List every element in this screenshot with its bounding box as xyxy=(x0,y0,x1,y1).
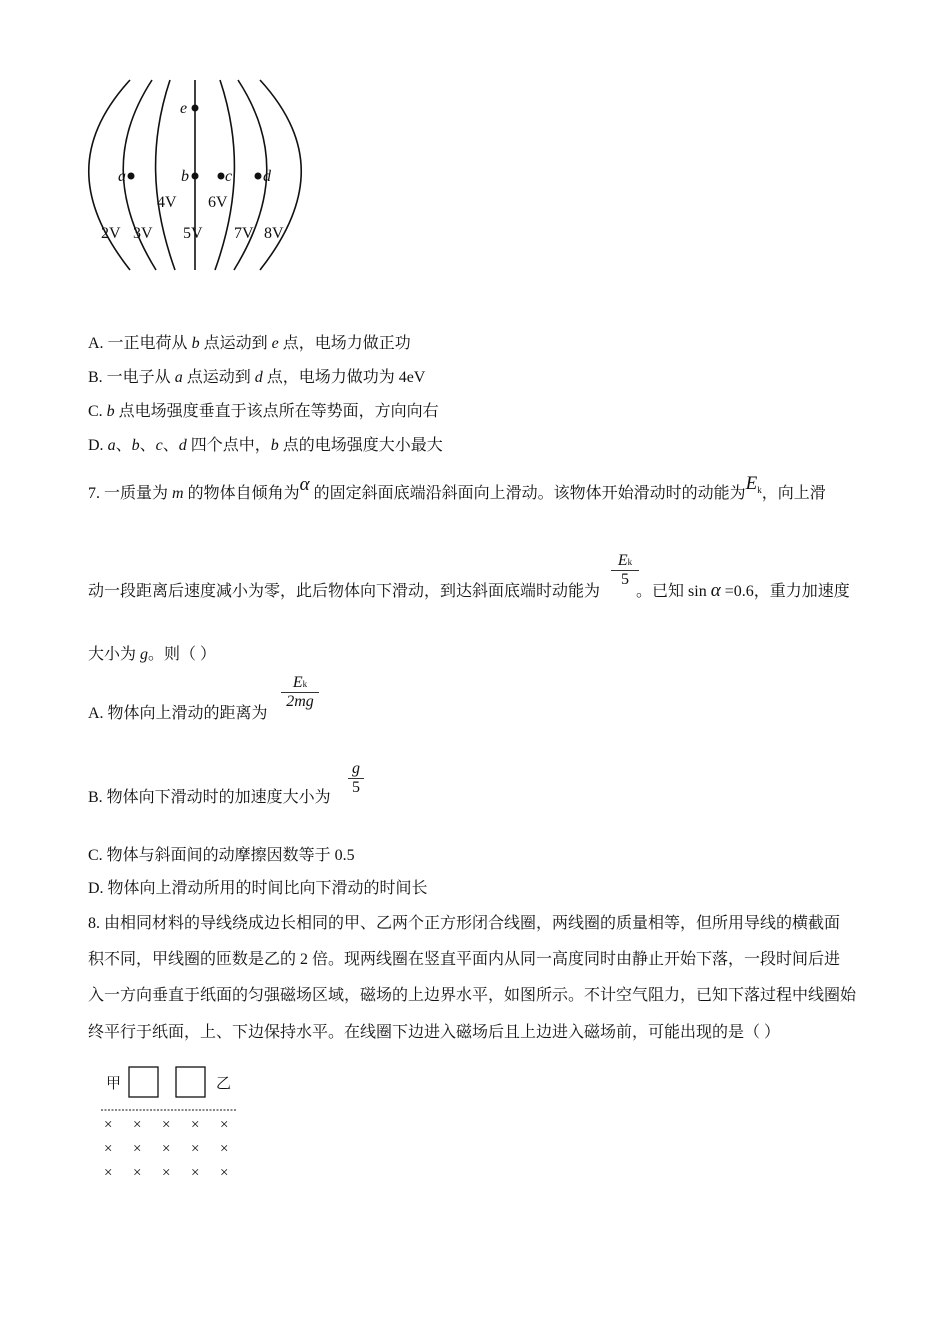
potential-label-8v: 8V xyxy=(264,225,284,242)
q8-stem-line1: 8. 由相同材料的导线绕成边长相同的甲、乙两个正方形闭合线圈，两线圈的质量相等，但所用导线的横截面 xyxy=(88,915,841,932)
magnetic-field-cross: × xyxy=(133,1117,142,1133)
magnetic-field-cross: × xyxy=(162,1117,171,1133)
q7-stem-line1: 7. 一质量为 m 的物体自倾角为α 的固定斜面底端沿斜面向上滑动。该物体开始滑动时的动能为$E^k$，向上滑 xyxy=(88,473,826,502)
point-b-label: b xyxy=(181,168,189,185)
point-e-dot xyxy=(192,105,199,112)
q8-stem-line3: 入一方向垂直于纸面的匀强磁场区域，磁场的上边界水平，如图所示。不计空气阻力，已知下落过程中线圈始 xyxy=(88,987,857,1004)
q6-option-a: A. 一正电荷从 b 点运动到 e 点，电场力做正功 xyxy=(88,335,411,352)
magnetic-field-cross: × xyxy=(104,1165,113,1181)
magnetic-field-cross: × xyxy=(220,1165,229,1181)
equipotential-line-4v xyxy=(156,80,175,270)
potential-label-4v: 4V xyxy=(157,194,177,211)
q6-option-d: D. a、b、c、d 四个点中，b 点的电场强度大小最大 xyxy=(88,437,443,454)
coil-jia-label: 甲 xyxy=(106,1076,122,1092)
potential-label-3v: 3V xyxy=(133,225,153,242)
q7-fraction-ek-over-5: $\frac{Ek}{5}$ xyxy=(611,552,639,589)
q8-stem-line4: 终平行于纸面，上、下边保持水平。在线圈下边进入磁场后且上边进入磁场前，可能出现的是（ ） xyxy=(88,1024,781,1041)
magnetic-field-cross: × xyxy=(191,1165,200,1181)
point-a-label: a xyxy=(118,168,126,185)
magnetic-field-cross: × xyxy=(191,1117,200,1133)
magnetic-field-cross: × xyxy=(104,1141,113,1157)
q7-stem-line2: 动一段距离后速度减小为零，此后物体向下滑动，到达斜面底端时动能为 。已知 sin α =0.6，重力加速度 xyxy=(88,580,850,601)
q7-option-b-fraction: $\frac{g}{5}$ xyxy=(348,760,364,797)
q8-stem-line2: 积不同，甲线圈的匝数是乙的 2 倍。现两线圈在竖直平面内从同一高度同时由静止开始下落，一段时间后进 xyxy=(88,951,841,968)
magnetic-field-cross: × xyxy=(191,1141,200,1157)
coil-yi xyxy=(176,1067,205,1097)
q7-option-c: C. 物体与斜面间的动摩擦因数等于 0.5 xyxy=(88,847,355,864)
q6-option-c: C. b 点电场强度垂直于该点所在等势面，方向向右 xyxy=(88,403,439,420)
potential-label-5v: 5V xyxy=(183,225,203,242)
point-a-dot xyxy=(128,173,135,180)
point-c-dot xyxy=(218,173,225,180)
potential-label-6v: 6V xyxy=(208,194,228,211)
coils-magnetic-field-figure xyxy=(95,1060,245,1185)
potential-label-2v: 2V xyxy=(101,225,121,242)
point-b-dot xyxy=(192,173,199,180)
coil-yi-label: 乙 xyxy=(216,1076,232,1092)
magnetic-field-cross: × xyxy=(220,1117,229,1133)
q6-option-b: B. 一电子从 a 点运动到 d 点，电场力做功为 4eV xyxy=(88,369,426,386)
magnetic-field-cross: × xyxy=(104,1117,113,1133)
point-c-label: c xyxy=(225,168,233,185)
q7-option-a-fraction: $\frac{Ek}{2mg}$ xyxy=(281,674,319,711)
point-d-label: d xyxy=(263,168,271,185)
magnetic-field-cross: × xyxy=(133,1141,142,1157)
q7-option-b: B. 物体向下滑动时的加速度大小为 xyxy=(88,789,331,806)
point-e-label: e xyxy=(180,100,188,117)
magnetic-field-cross: × xyxy=(162,1165,171,1181)
point-d-dot xyxy=(255,173,262,180)
magnetic-field-cross: × xyxy=(220,1141,229,1157)
coil-jia xyxy=(129,1067,158,1097)
q7-option-d: D. 物体向上滑动所用的时间比向下滑动的时间长 xyxy=(88,880,428,897)
magnetic-field-cross: × xyxy=(133,1165,142,1181)
potential-label-7v: 7V xyxy=(234,225,254,242)
q7-option-a: A. 物体向上滑动的距离为 xyxy=(88,705,268,722)
q7-stem-line3: 大小为 g。则（ ） xyxy=(88,646,217,663)
equipotential-figure xyxy=(80,75,320,280)
magnetic-field-cross: × xyxy=(162,1141,171,1157)
